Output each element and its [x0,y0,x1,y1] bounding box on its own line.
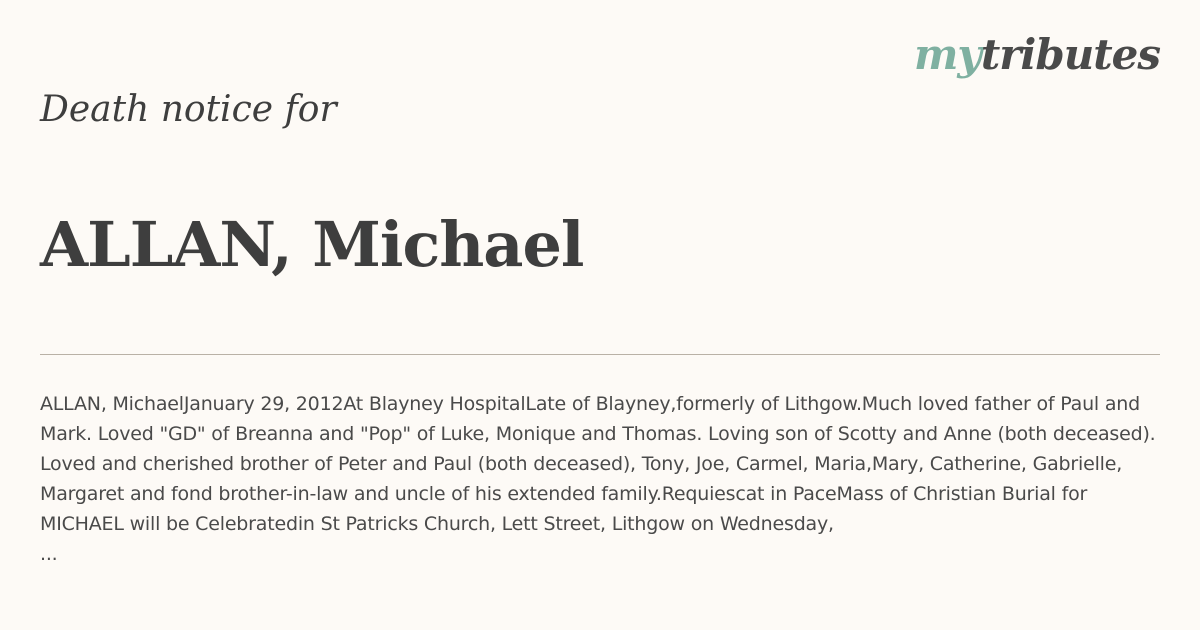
notice-body: ALLAN, MichaelJanuary 29, 2012At Blayney HospitalLate of Blayney,formerly of Lithgow.Much loved father of Paul and Mark. Loved "GD" of Breanna and "Pop" of Luke, Monique and Thomas. Loving son of Scotty and Anne (both deceased). Loved and cherished brother of Peter and Paul (both deceased), Tony, Joe, Carmel, Maria,Mary, Catherine, Gabrielle, Margaret and fond brother-in-law and uncle of his extended family.Requiescat in PaceMass of Christian Burial for MICHAEL will be Celebratedin St Patricks Church, Lett Street, Lithgow on Wednesday, [40,393,1156,535]
mytributes-logo[interactable] [913,30,1160,79]
logo-tributes: tributes [980,30,1160,79]
notice-ellipsis: ... [40,543,58,565]
notice-text [40,389,1165,569]
divider [40,354,1160,355]
death-notice-kicker: Death notice for [40,89,337,130]
logo-my: my [913,30,981,79]
deceased-name: ALLAN, Michael [40,208,584,281]
